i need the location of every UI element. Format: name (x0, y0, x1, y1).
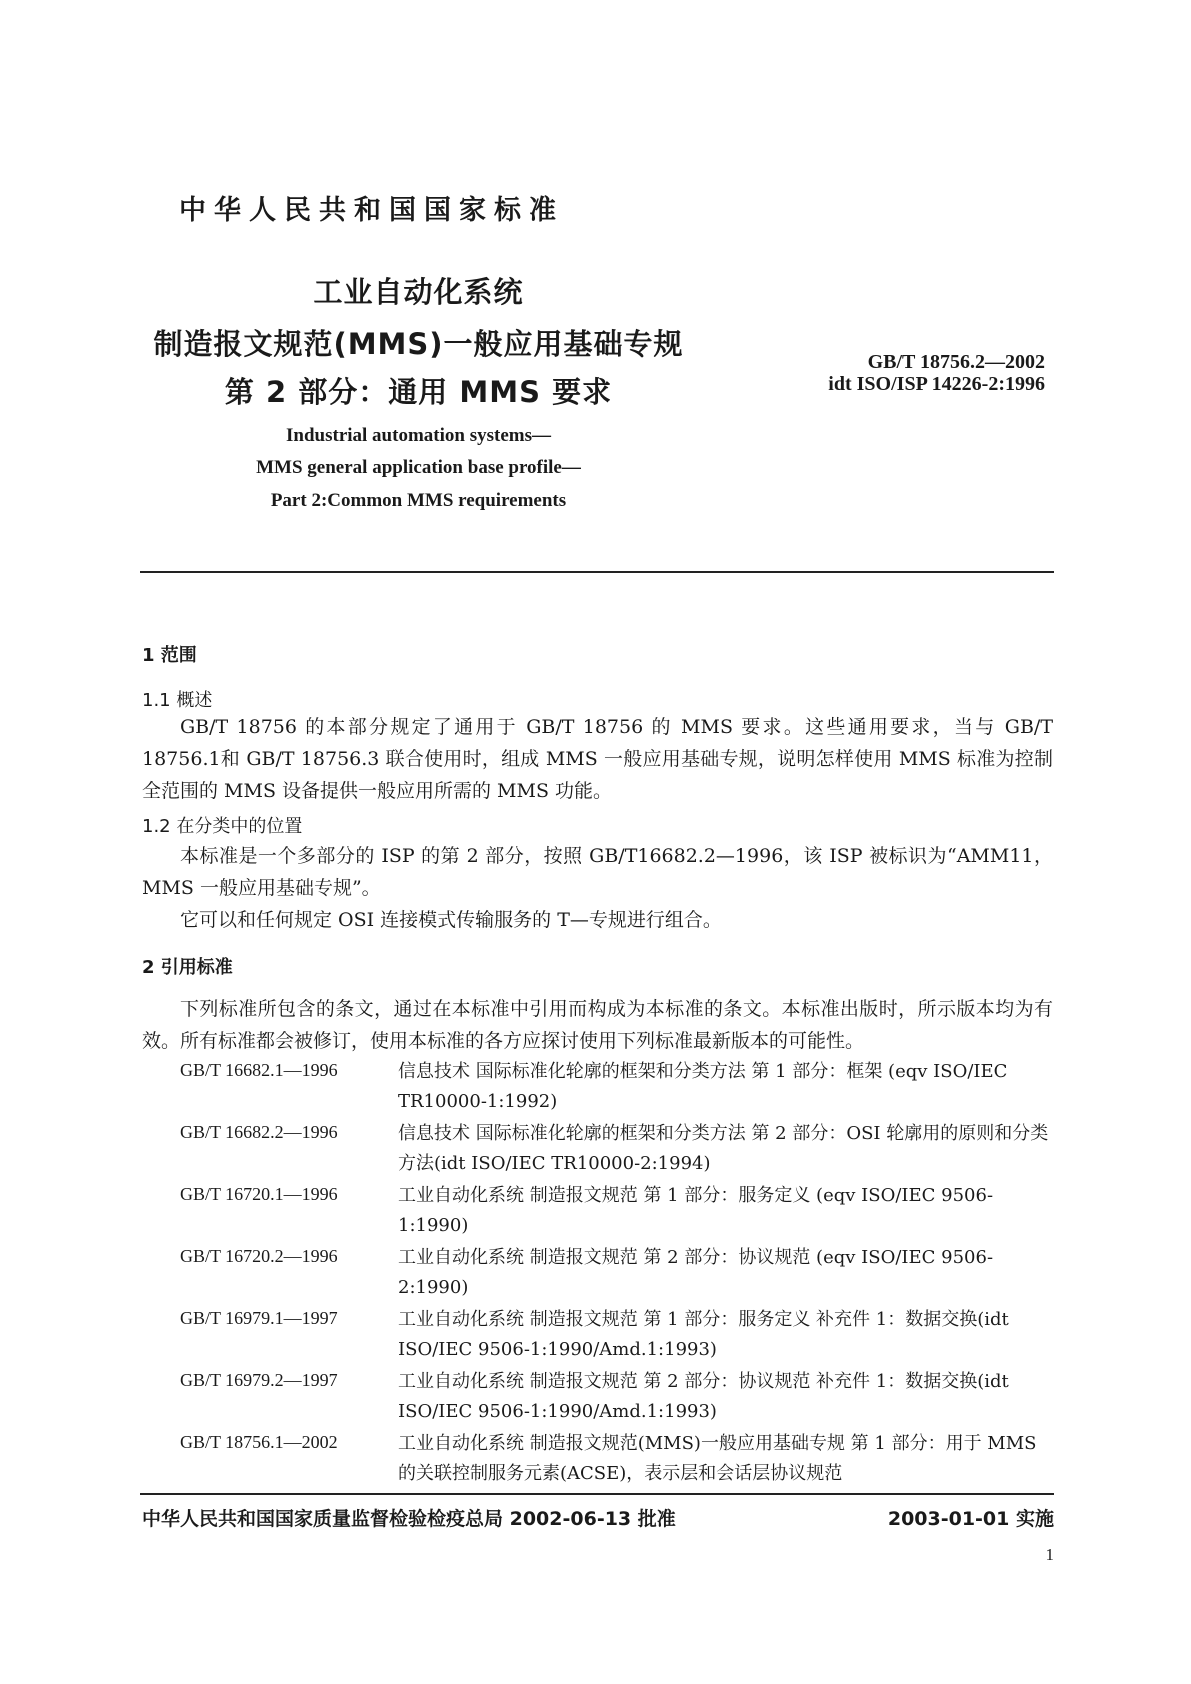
reference-description: 工业自动化系统 制造报文规范 第 1 部分：服务定义 (eqv ISO/IEC 9506-1:1990) (398, 1185, 994, 1236)
reference-description: 工业自动化系统 制造报文规范 第 1 部分：服务定义 补充件 1：数据交换(idt ISO/IEC 9506-1:1990/Amd.1:1993) (398, 1309, 1009, 1360)
reference-code: GB/T 16979.1—1997 (180, 1308, 338, 1328)
reference-description: 信息技术 国际标准化轮廓的框架和分类方法 第 2 部分：OSI 轮廓用的原则和分类方法(idt ISO/IEC TR10000-2:1994) (398, 1123, 1049, 1174)
reference-code: GB/T 16979.2—1997 (180, 1370, 338, 1390)
chinese-title-line-3: 第 2 部分：通用 MMS 要求 (224, 375, 613, 409)
reference-description: 工业自动化系统 制造报文规范(MMS)一般应用基础专规 第 1 部分：用于 MMS 的关联控制服务元素(ACSE)，表示层和会话层协议规范 (398, 1433, 1037, 1484)
reference-code: GB/T 16720.1—1996 (180, 1184, 338, 1204)
section-1-2-text-a: 本标准是一个多部分的 ISP 的第 2 部分，按照 GB/T16682.2—1996，该 ISP 被标识为“AMM11，MMS 一般应用基础专规”。 (142, 845, 1053, 899)
reference-code: GB/T 16720.2—1996 (180, 1246, 338, 1266)
section-1-1-heading: 1.1 概述 (142, 690, 213, 711)
section-1-1-text: GB/T 18756 的本部分规定了通用于 GB/T 18756 的 MMS 要求。这些通用要求，当与 GB/T 18756.1和 GB/T 18756.3 联合使用时，组成 MMS 一般应用基础专规，说明怎样使用 MMS 标准为控制全范围的 MMS 设备提供一般应用所需的 MMS 功能。 (142, 716, 1053, 802)
reference-code: GB/T 18756.1—2002 (180, 1432, 338, 1452)
approval-line: 中华人民共和国国家质量监督检验检疫总局 2002-06-13 批准 (142, 1508, 676, 1530)
section-2-text: 下列标准所包含的条文，通过在本标准中引用而构成为本标准的条文。本标准出版时，所示版本均为有效。所有标准都会被修订，使用本标准的各方应探讨使用下列标准最新版本的可能性。 (142, 998, 1053, 1052)
chinese-title-line-2: 制造报文规范(MMS)一般应用基础专规 (153, 327, 684, 361)
section-1-2-heading: 1.2 在分类中的位置 (142, 816, 303, 837)
section-1-2-text-b: 它可以和任何规定 OSI 连接模式传输服务的 T—专规进行组合。 (180, 909, 722, 931)
reference-code: GB/T 16682.2—1996 (180, 1122, 338, 1142)
reference-description: 工业自动化系统 制造报文规范 第 2 部分：协议规范 补充件 1：数据交换(idt ISO/IEC 9506-1:1990/Amd.1:1993) (398, 1371, 1009, 1422)
standard-number-block (803, 351, 1045, 395)
standard-number: GB/T 18756.2—2002 (867, 351, 1045, 373)
english-title-line-3: Part 2:Common MMS requirements (270, 490, 567, 511)
section-1-heading: 1 范围 (142, 645, 197, 666)
reference-code: GB/T 16682.1—1996 (180, 1060, 338, 1080)
reference-description: 信息技术 国际标准化轮廓的框架和分类方法 第 1 部分：框架 (eqv ISO/IEC TR10000-1:1992) (398, 1061, 1008, 1112)
chinese-title-line-1: 工业自动化系统 (313, 275, 524, 309)
top-divider (140, 571, 1054, 573)
english-title-line-1: Industrial automation systems— (286, 425, 551, 446)
section-2-heading: 2 引用标准 (142, 957, 233, 978)
effective-date: 2003-01-01 实施 (887, 1508, 1054, 1530)
bottom-divider (140, 1493, 1054, 1495)
national-standard-heading: 中华人民共和国国家标准 (179, 195, 564, 226)
page-number: 1 (1045, 1545, 1054, 1564)
reference-description: 工业自动化系统 制造报文规范 第 2 部分：协议规范 (eqv ISO/IEC 9506-2:1990) (398, 1247, 994, 1298)
english-title-line-2: MMS general application base profile— (256, 457, 581, 478)
standard-idt: idt ISO/ISP 14226-2:1996 (828, 373, 1045, 395)
